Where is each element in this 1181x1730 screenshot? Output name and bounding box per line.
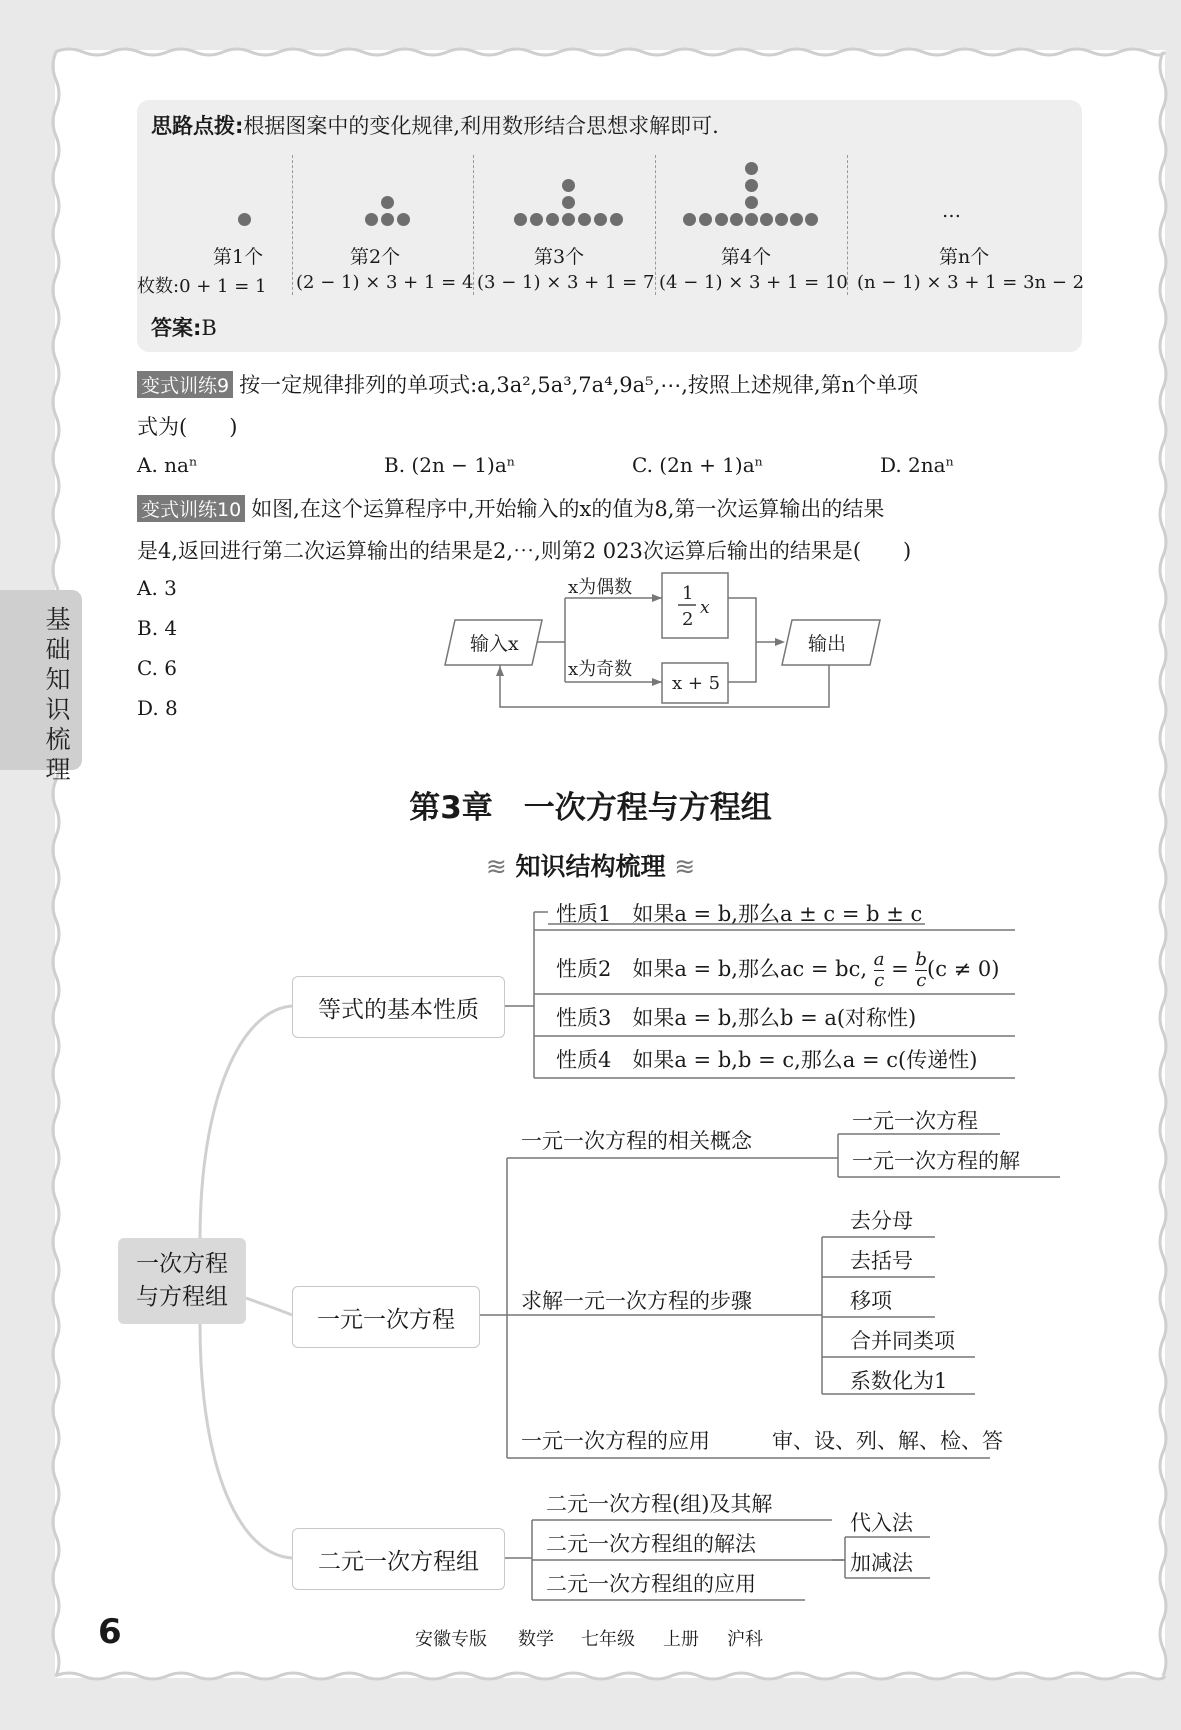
footer-item: 上册 [663, 1629, 699, 1650]
svg-text:1: 1 [682, 583, 694, 604]
system-item: 二元一次方程(组)及其解 [546, 1492, 773, 1516]
q10-line1: 变式训练10 如图,在这个运算程序中,开始输入的x的值为8,第一次运算输出的结果 [137, 493, 884, 523]
svg-text:2: 2 [682, 609, 694, 630]
footer-item: 安徽专版 [415, 1629, 487, 1650]
system-item: 二元一次方程组的应用 [546, 1572, 756, 1596]
q10-line2: 是4,返回进行第二次运算输出的结果是2,⋯,则第2 023次运算后输出的结果是( ) [137, 539, 912, 563]
application-steps: 审、设、列、解、检、答 [772, 1429, 1003, 1453]
concept-item: 一元一次方程 [852, 1109, 978, 1133]
property-2: 性质2 如果a = b,那么ac = bc, $\frac{a}{c}$ = $\frac{b}{c}$ (c ≠ 0) [556, 949, 1000, 991]
plus-label: x + 5 [672, 673, 721, 694]
page-number: 6 [98, 1612, 122, 1652]
application-label: 一元一次方程的应用 [521, 1429, 710, 1453]
section-title: ≋ 知识结构梳理 ≋ [485, 852, 696, 881]
footer-item: 沪科 [727, 1629, 763, 1650]
pattern-name: 第3个 [534, 246, 585, 268]
ellipsis: … [942, 200, 961, 222]
output-label: 输出 [808, 633, 847, 655]
answer: 答案:B [151, 316, 217, 340]
svg-text:x: x [700, 598, 710, 618]
input-label: 输入x [470, 633, 519, 655]
pattern-name: 第2个 [350, 246, 401, 268]
q9-option-a[interactable]: A. naⁿ [137, 453, 198, 477]
property-4: 性质4 如果a = b,b = c,那么a = c(传递性) [556, 1048, 978, 1072]
count-label: 枚数:0 + 1 = 1 [137, 276, 267, 297]
q10-tag: 变式训练10 [137, 495, 245, 522]
pattern-formula: (n − 1) × 3 + 1 = 3n − 2 [857, 272, 1085, 293]
branch-linear-system: 二元一次方程组 [292, 1528, 505, 1590]
even-label: x为偶数 [568, 577, 633, 598]
step-item: 系数化为1 [850, 1369, 948, 1393]
step-item: 去分母 [850, 1209, 913, 1233]
pattern-formula: (3 − 1) × 3 + 1 = 7 [477, 272, 655, 293]
pattern-formula: (4 − 1) × 3 + 1 = 10 [659, 272, 848, 293]
hint-title: 思路点拨:根据图案中的变化规律,利用数形结合思想求解即可. [151, 114, 719, 138]
method-item: 加减法 [850, 1551, 913, 1575]
pattern-name: 第n个 [939, 246, 990, 268]
property-3: 性质3 如果a = b,那么b = a(对称性) [556, 1006, 917, 1030]
mindmap-root: 一次方程 与方程组 [118, 1238, 246, 1324]
footer-item: 七年级 [581, 1629, 635, 1650]
step-item: 移项 [850, 1289, 892, 1313]
step-item: 去括号 [850, 1249, 913, 1273]
q9-tag: 变式训练9 [137, 371, 233, 398]
q10-option-c[interactable]: C. 6 [137, 656, 178, 680]
pattern-name: 第4个 [721, 246, 772, 268]
odd-label: x为奇数 [568, 659, 633, 680]
q9-option-c[interactable]: C. (2n + 1)aⁿ [632, 453, 764, 477]
q10-option-d[interactable]: D. 8 [137, 696, 178, 720]
pattern-name: 第1个 [213, 246, 264, 268]
footer-item: 数学 [518, 1629, 554, 1650]
branch-equation-properties: 等式的基本性质 [292, 976, 505, 1038]
branch-linear-equation: 一元一次方程 [292, 1286, 480, 1348]
property-1: 性质1 如果a = b,那么a ± c = b ± c [556, 902, 923, 926]
q9-option-b[interactable]: B. (2n − 1)aⁿ [384, 453, 516, 477]
q10-option-b[interactable]: B. 4 [137, 616, 178, 640]
pattern-formula: (2 − 1) × 3 + 1 = 4 [296, 272, 474, 293]
q9-line1: 变式训练9 按一定规律排列的单项式:a,3a²,5a³,7a⁴,9a⁵,⋯,按照上述规律,第n个单项 [137, 369, 918, 399]
step-item: 合并同类项 [850, 1329, 955, 1353]
steps-label: 求解一元一次方程的步骤 [521, 1289, 752, 1313]
method-item: 代入法 [850, 1511, 913, 1535]
side-tab-label: 基础知识梳理 [45, 605, 71, 784]
q9-option-d[interactable]: D. 2naⁿ [880, 453, 955, 477]
chapter-title: 第3章 一次方程与方程组 [409, 790, 772, 826]
concept-item: 一元一次方程的解 [852, 1149, 1020, 1173]
q9-line2: 式为( ) [137, 415, 238, 439]
system-item: 二元一次方程组的解法 [546, 1532, 756, 1556]
q10-option-a[interactable]: A. 3 [137, 576, 177, 600]
concept-label: 一元一次方程的相关概念 [521, 1129, 752, 1153]
